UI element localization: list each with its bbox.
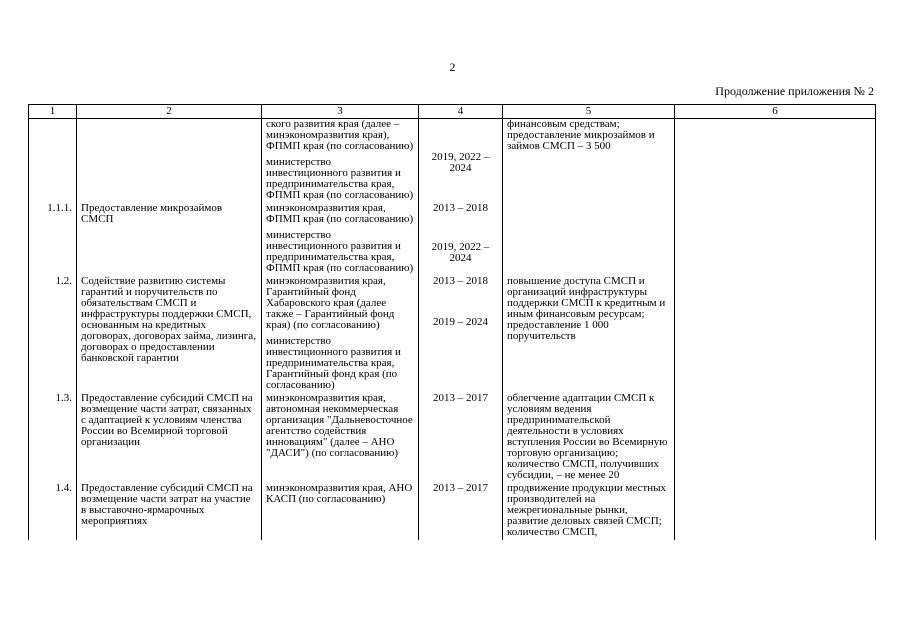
measure-name: Содействие развитию системы гарантий и поручительств по обязательствам СМСП и инфраструктуры поддержки СМСП, основанным на кредитных договорах, договорах займа, лизинга, договорах о предоставлении банковской гарантии [77, 276, 262, 393]
executor-text: минэкономразвития края, АНО КАСП (по согласованию) [262, 483, 419, 540]
executor-text: министерство инвестиционного развития и предпринимательства края, Гарантийный фонд края (по согласованию) [266, 335, 401, 391]
result-text: финансовым средствам; предоставление микрозаймов и займов СМСП – 3 500 [503, 119, 675, 204]
period-cell [419, 203, 503, 276]
period-text: 2019, 2022 – 2024 [431, 151, 490, 174]
executor-cell [262, 276, 419, 393]
continuation-label: Продолжение приложения № 2 [715, 84, 874, 98]
table-row [29, 276, 876, 393]
header-col-2: 2 [77, 105, 262, 119]
result-text: облегчение адаптации СМСП к условиям ведения предпринимательской деятельности в условиях вступления России во Всемирную торговую организацию; количество СМСП, получивших субсидии, – не менее 20 [503, 393, 675, 483]
row-number: 1.1.1. [29, 203, 77, 276]
period-cell [419, 276, 503, 393]
page-number: 2 [449, 60, 456, 74]
program-table [28, 104, 876, 540]
row-number: 1.4. [29, 483, 77, 540]
result-text: повышение доступа СМСП и организаций инфраструктуры поддержки СМСП к кредитным и иным финансовым ресурсам; предоставление 1 000 поручительств [503, 276, 675, 393]
header-col-6: 6 [675, 105, 876, 119]
measure-name: Предоставление субсидий СМСП на возмещение части затрат на участие в выставочно-ярмарочных мероприятиях [77, 483, 262, 540]
measure-name: Предоставление микрозаймов СМСП [77, 203, 262, 276]
row-number: 1.2. [29, 276, 77, 393]
executor-text: минэкономразвития края, автономная некоммерческая организация "Дальневосточное агентство содействия инновациям" (далее – АНО "ДАСИ") (по согласованию) [262, 393, 419, 483]
period-text: 2013 – 2017 [419, 483, 503, 540]
row-number [29, 119, 77, 204]
period-text: 2013 – 2017 [419, 393, 503, 483]
executor-cell [262, 203, 419, 276]
header-col-4: 4 [419, 105, 503, 119]
table-row [29, 393, 876, 483]
col6-cell [675, 203, 876, 276]
col6-cell [675, 119, 876, 204]
col6-cell [675, 276, 876, 393]
period-text: 2019 – 2024 [433, 316, 488, 328]
period-text [423, 119, 498, 152]
result-text [503, 203, 675, 276]
header-col-1: 1 [29, 105, 77, 119]
executor-text: ского развития края (далее – минэкономразвития края), ФПМП края (по согласованию) [266, 118, 414, 152]
col6-cell [675, 483, 876, 540]
table-row [29, 483, 876, 540]
result-text: продвижение продукции местных производителей на межрегиональные рынки, развитие деловых связей СМСП; количество СМСП, [503, 483, 675, 540]
executor-cell [262, 119, 419, 204]
measure-name: Предоставление субсидий СМСП на возмещение части затрат, связанных с адаптацией к условиям членства России во Всемирной торговой организации [77, 393, 262, 483]
table-row [29, 203, 876, 276]
table-row [29, 119, 876, 204]
period-cell [419, 119, 503, 204]
row-number: 1.3. [29, 393, 77, 483]
col6-cell [675, 393, 876, 483]
header-col-5: 5 [503, 105, 675, 119]
period-text: 2013 – 2018 [433, 202, 488, 214]
period-text: 2019, 2022 – 2024 [431, 241, 490, 264]
period-text: 2013 – 2018 [433, 275, 488, 287]
executor-text: министерство инвестиционного развития и предпринимательства края, ФПМП края (по согласованию) [266, 229, 414, 274]
header-col-3: 3 [262, 105, 419, 119]
executor-text: минэкономразвития края, Гарантийный фонд Хабаровского края (далее также – Гарантийный фонд края) (по согласованию) [266, 275, 395, 331]
measure-name [77, 119, 262, 204]
executor-text: минэкономразвития края, ФПМП края (по согласованию) [266, 202, 414, 225]
executor-text: министерство инвестиционного развития и предпринимательства края, ФПМП края (по согласованию) [266, 156, 414, 201]
table-header-row [29, 105, 876, 119]
